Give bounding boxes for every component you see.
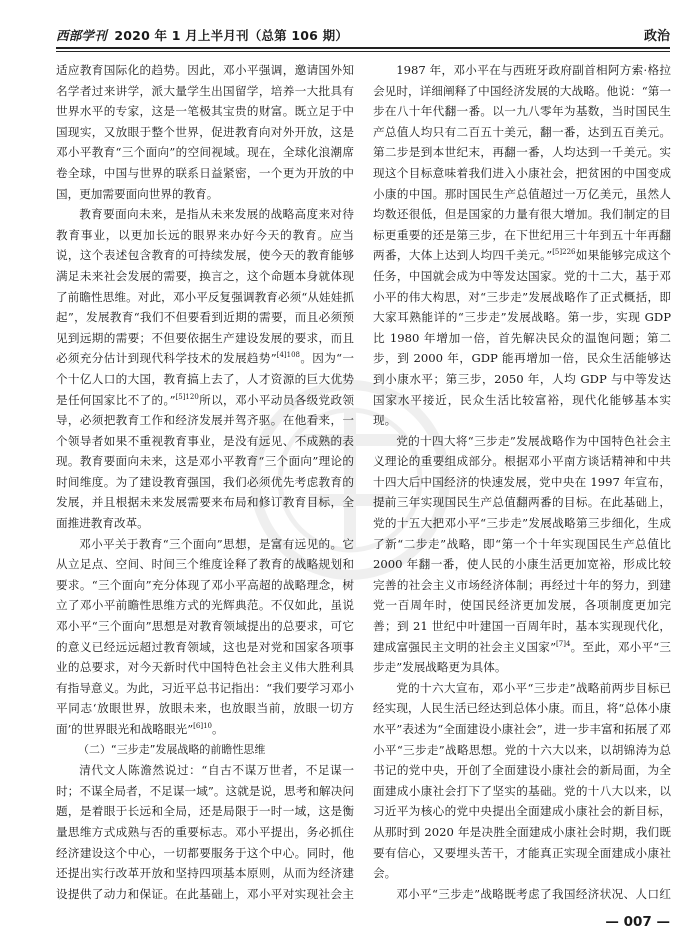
journal-masthead xyxy=(56,26,348,44)
header-rule-thick xyxy=(56,47,670,49)
paragraph: 党的十六大宣布，邓小平“三步走”战略前两步目标已经实现，人民生活已经达到总体小康。而且，将“总体小康水平”表述为“全面建设小康社会”，进一步丰富和拓展了邓小平“三步走”战略思想。党的十六大以来，以胡锦涛为总书记的党中央，开创了全面建设小康社会的新局面，为全面建成小康社会打下了坚实的基础。党的十八大以来，以习近平为核心的党中央提出全面建成小康社会的新目标，从那时到 2020 年是决胜全面建成小康社会时期，我们既要有信心，又要埋头苦干，才能真正实现全面建成小康社会。 xyxy=(373,680,671,881)
paragraph: 适应教育国际化的趋势。因此，邓小平强调，邀请国外知名学者过来讲学，派大量学生出国留学，培养一大批具有世界水平的专家，这是一笔极其宝贵的财富。既立足于中国现实，又放眼于整个世界，促进教育向对外开放，这是邓小平教育“三个面向”的空间视域。现在，全球化浪潮席卷全球，中国与世界的联系日益紧密，一个更为开放的中国，更加需要面向世界的教育。 xyxy=(56,63,354,201)
left-column xyxy=(56,60,354,902)
paragraph: 党的十四大将“三步走”发展战略作为中国特色社会主义理论的重要组成部分。根据邓小平南方谈话精神和中共十四大后中国经济的快速发展，党中央在 1997 年宣布，提前三年实现国民生产总值翻两番的目标。在此基础上，党的十五大把邓小平“三步走”发展战略第三步细化，生成了新“二步走”战略，即“第一个十年实现国民生产总值比 2000 年翻一番，使人民的小康生活更加宽裕，形成比较完善的社会主义市场经济体制；再经过十年的努力，到建党一百周年时，使国民经济更加发展，各项制度更加完善；到 21 世纪中叶建国一百周年时，基本实现现代化，建成富强民主文明的社会主义国家”$^{[7]4}$。至此，邓小平“三步走”发展战略更为具体。 xyxy=(373,433,671,675)
issue-info: 2020 年 1 月上半月刊（总第 106 期） xyxy=(114,28,349,43)
journal-name: 西部学刊 xyxy=(56,28,107,43)
paragraph: 邓小平“三步走”战略既考虑了我国经济状况、人口红 xyxy=(396,886,671,901)
paragraph: 教育要面向未来，是指从未来发展的战略高度来对待教育事业，以更加长远的眼界来办好今天的教育。应当说，这个表述包含教育的可持续发展，使今天的教育能够满足未来社会发展的需要，换言之，这个命题本身就体现了前瞻性思维。对此，邓小平反复强调教育必须“从娃娃抓起”，发展教育“我们不但要看到近期的需要，而且必须预见到远期的需要；不但要依据生产建设发展的要求，而且必须充分估计到现代科学技术的发展趋势”$^{[4]108}$。因为“一个十亿人口的大国，教育搞上去了，人才资源的巨大优势是任何国家比不了的。”$^{[5]120}$所以，邓小平动员各级党政领导，必须把教育工作和经济发展并驾齐驱。在他看来，一个领导者如果不重视教育事业，是没有远见、不成熟的表现。教育要面向未来，这是邓小平教育“三个面向”理论的时间维度。为了建设教育强国，我们必须优先考虑教育的发展，并且根据未来发展需要来布局和修订教育目标，全面推进教育改革。 xyxy=(56,207,354,531)
section-subheading: （二）“三步走”发展战略的前瞻性思维 xyxy=(78,742,266,756)
right-column xyxy=(373,60,671,902)
section-label: 政治 xyxy=(643,29,670,44)
running-header xyxy=(56,22,670,44)
header-rule-thin xyxy=(56,51,670,52)
paragraph: 清代文人陈澹然说过：“自古不谋万世者，不足谋一时；不谋全局者，不足谋一域”。这就是说，思考和解决问题，是着眼于长远和全局，还是局限于一时一域，这是衡量思维方式成熟与否的重要标志。邓小平提出，务必抓住经济建设这个中心，一切都要服务于这个中心。同时，他还提出实行改革开放和坚持四项基本原则，从而为经济建设提供了动力和保证。在此基础上，邓小平对实现社会主 xyxy=(56,763,354,901)
paragraph: 邓小平关于教育“三个面向”思想，是富有远见的。它从立足点、空间、时间三个维度诠释了教育的战略规划和要求。“三个面向”充分体现了邓小平高超的战略理念，树立了邓小平前瞻性思维方式的光辉典范。不仅如此，虽说邓小平“三个面向”思想是对教育领域提出的总要求，可它的意义已经远远超过教育领域，这也是对党和国家各项事业的总要求，对今天新时代中国特色社会主义伟大胜利具有指导意义。为此，习近平总书记指出：“我们要学习邓小平同志‘放眼世界，放眼未来，也放眼当前，放眼一切方面’的世界眼光和战略眼光”$^{[6]10}$。 xyxy=(56,536,354,736)
page-number: — 007 — xyxy=(605,914,670,930)
paragraph: 1987 年，邓小平在与西班牙政府副首相阿方索·格拉会见时，详细阐释了中国经济发展的大战略。他说：“第一步在八十年代翻一番。以一九八零年为基数，当时国民生产总值人均只有二百五十美元，翻一番，达到五百美元。第二步是到本世纪末，再翻一番，人均达到一千美元。实现这个目标意味着我们进入小康社会，把贫困的中国变成小康的中国。那时国民生产总值超过一万亿美元，虽然人均数还很低，但是国家的力量有很大增加。我们制定的目标更重要的还是第三步，在下世纪用三十年到五十年再翻两番，大体上达到人均四千美元。”$^{[5]226}$如果能够完成这个任务，中国就会成为中等发达国家。党的十二大，基于邓小平的伟大构思，对“三步走”发展战略作了正式概括，即大家耳熟能详的“三步走”发展战略。第一步，实现 GDP 比 1980 年增加一倍，首先解决民众的温饱问题；第二步，到 2000 年，GDP 能再增加一倍，民众生活能够达到小康水平；第三步，2050 年，人均 GDP 与中等发达国家水平接近，民众生活比较富裕，现代化能够基本实现。 xyxy=(373,63,671,428)
